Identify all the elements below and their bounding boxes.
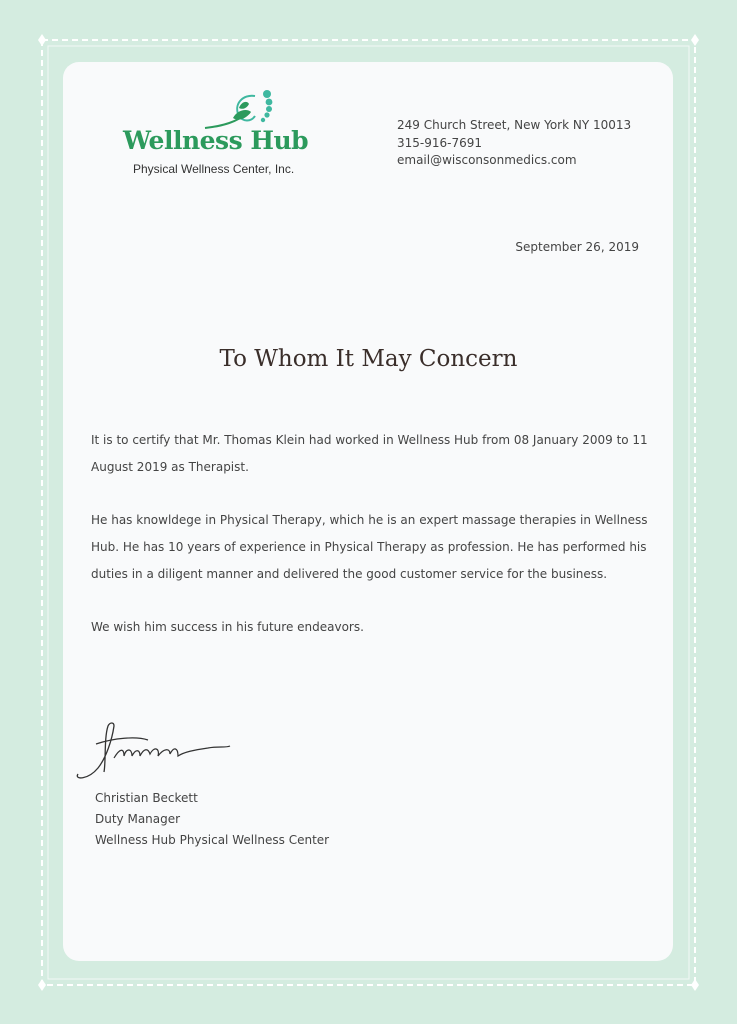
company-logo: [123, 88, 333, 180]
brand-tagline: Physical Wellness Center, Inc.: [133, 162, 295, 176]
letter-title: To Whom It May Concern: [219, 346, 518, 372]
contact-phone: 315-916-7691: [397, 135, 483, 150]
contact-block: [397, 117, 631, 170]
body-paragraph: It is to certify that Mr. Thomas Klein had worked in Wellness Hub from 08 January 2009 to 11 August 2019 as Therapist.: [91, 433, 648, 474]
body-paragraph: He has knowldege in Physical Therapy, which he is an expert massage therapies in Wellness Hub. He has 10 years of experience in Physical Therapy as profession. He has performed his duties in a diligent manner and delivered the good customer service for the business.: [91, 513, 648, 581]
contact-email: email@wisconsonmedics.com: [397, 153, 577, 167]
signer-name: Christian Beckett: [95, 791, 198, 805]
signer-block: [95, 788, 329, 851]
handwritten-signature: [74, 718, 234, 782]
signer-role: Duty Manager: [95, 812, 181, 826]
body-paragraph: We wish him success in his future endeavors.: [91, 620, 364, 634]
letter-date: September 26, 2019: [515, 240, 639, 254]
letter-body: [91, 427, 651, 667]
contact-address: 249 Church Street, New York NY 10013: [397, 118, 632, 132]
signer-organization: Wellness Hub Physical Wellness Center: [95, 833, 330, 847]
brand-name: Wellness Hub: [123, 126, 309, 155]
